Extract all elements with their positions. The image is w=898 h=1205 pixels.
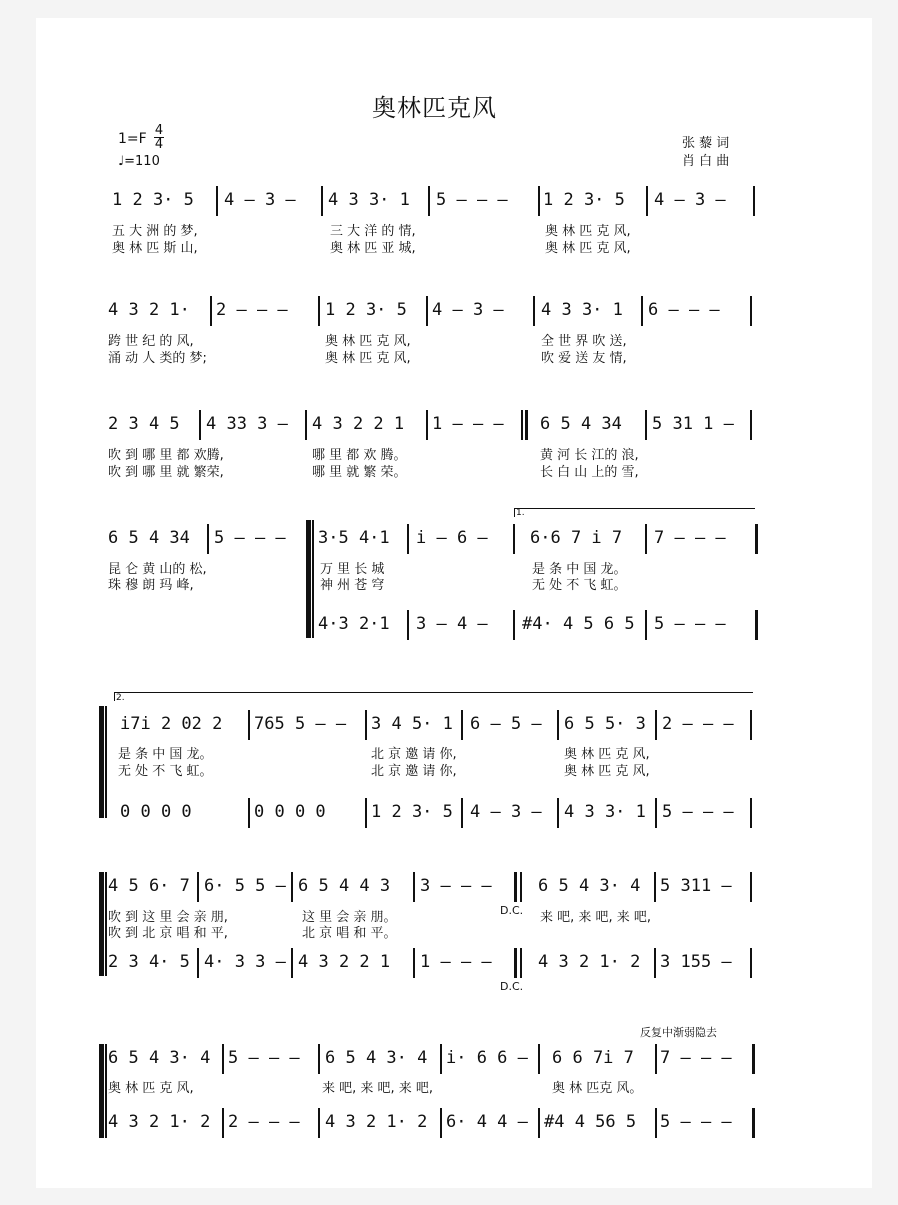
measure-lower: 4 – 3 – bbox=[470, 802, 542, 822]
lyric: 北 京 邀 请 你, bbox=[371, 764, 457, 779]
measure: 1 – – – bbox=[432, 414, 504, 434]
measure: 4 – 3 – bbox=[432, 300, 504, 320]
measure: 2 3 4 5 bbox=[108, 414, 180, 434]
barline bbox=[197, 872, 199, 902]
barline bbox=[216, 186, 218, 216]
measure: 3·5 4·1 bbox=[318, 528, 390, 548]
barline bbox=[365, 710, 367, 740]
barline bbox=[426, 410, 428, 440]
lyric: 奥 林 匹 克 风, bbox=[564, 747, 650, 762]
barline bbox=[750, 710, 752, 740]
barline bbox=[318, 1044, 320, 1074]
barline bbox=[538, 186, 540, 216]
measure-lower: 5 – – – bbox=[660, 1112, 732, 1132]
measure: 1 2 3· 5 bbox=[112, 190, 194, 210]
barline bbox=[538, 1108, 540, 1138]
barline bbox=[750, 872, 752, 902]
barline bbox=[750, 798, 752, 828]
barline bbox=[440, 1108, 442, 1138]
lyric: 昆 仑 黄 山的 松, bbox=[108, 562, 207, 577]
repeat-barline bbox=[514, 948, 517, 978]
measure: 5 – – – bbox=[214, 528, 286, 548]
measure-lower: 2 – – – bbox=[228, 1112, 300, 1132]
barline bbox=[413, 948, 415, 978]
measure: 3 4 5· 1 bbox=[371, 714, 453, 734]
end-repeat-barline bbox=[755, 524, 758, 554]
measure: i – 6 – bbox=[416, 528, 488, 548]
lyric: 涌 动 人 类的 梦; bbox=[108, 351, 207, 366]
song-title: 奥林匹克风 bbox=[372, 94, 497, 122]
repeat-barline bbox=[514, 872, 517, 902]
lyric: 奥 林 匹 克 风, bbox=[564, 764, 650, 779]
measure: 1 2 3· 5 bbox=[543, 190, 625, 210]
barline bbox=[407, 524, 409, 554]
repeat-barline bbox=[520, 948, 522, 978]
lyric: 奥 林 匹 克 风, bbox=[325, 334, 411, 349]
barline bbox=[750, 410, 752, 440]
repeat-barline bbox=[521, 410, 523, 440]
measure-lower: 4 3 3· 1 bbox=[564, 802, 646, 822]
lyric: 万 里 长 城 bbox=[320, 562, 385, 577]
measure: 4 3 3· 1 bbox=[328, 190, 410, 210]
composer-credit: 肖 白 曲 bbox=[682, 154, 730, 169]
lyric: 吹 到 哪 里 都 欢腾, bbox=[108, 448, 224, 463]
barline bbox=[222, 1108, 224, 1138]
lyric: 来 吧, 来 吧, 来 吧, bbox=[540, 910, 652, 925]
measure-lower: 5 – – – bbox=[662, 802, 734, 822]
barline bbox=[365, 798, 367, 828]
measure: 2 – – – bbox=[216, 300, 288, 320]
lyric: 奥 林 匹 斯 山, bbox=[112, 241, 198, 256]
lyric: 无 处 不 飞 虹。 bbox=[532, 578, 627, 593]
measure: 7 – – – bbox=[660, 1048, 732, 1068]
measure: 6 – 5 – bbox=[470, 714, 542, 734]
measure-lower: 1 2 3· 5 bbox=[371, 802, 453, 822]
measure: i7i 2 02 2 bbox=[120, 714, 223, 734]
measure: 6 – – – bbox=[648, 300, 720, 320]
performance-note: 反复中渐弱隐去 bbox=[640, 1026, 717, 1039]
measure: 5 – – – bbox=[436, 190, 508, 210]
barline bbox=[753, 186, 755, 216]
lyric: 北 京 邀 请 你, bbox=[371, 747, 457, 762]
measure: 6 5 4 3· 4 bbox=[108, 1048, 211, 1068]
lyric: 吹 到 这 里 会 亲 朋, bbox=[108, 910, 228, 925]
measure: 6 5 4 34 bbox=[108, 528, 190, 548]
barline bbox=[321, 186, 323, 216]
lyric: 奥 林 匹 克 风, bbox=[108, 1081, 194, 1096]
end-repeat-barline bbox=[752, 1044, 755, 1074]
lyric: 哪 里 都 欢 腾。 bbox=[312, 448, 407, 463]
barline bbox=[655, 1044, 657, 1074]
measure-lower: 3 155 – bbox=[660, 952, 732, 972]
measure: 5 311 – bbox=[660, 876, 732, 896]
measure: 3 – – – bbox=[420, 876, 492, 896]
measure-lower: 4 3 2 1· 2 bbox=[538, 952, 641, 972]
lyric: 黄 河 长 江的 浪, bbox=[540, 448, 639, 463]
barline bbox=[654, 872, 656, 902]
barline bbox=[750, 948, 752, 978]
lyric: 北 京 唱 和 平。 bbox=[302, 926, 397, 941]
volta-bracket bbox=[514, 508, 755, 517]
barline bbox=[646, 186, 648, 216]
measure: 5 – – – bbox=[228, 1048, 300, 1068]
dc-marking: D.C. bbox=[500, 980, 524, 993]
barline bbox=[105, 1044, 107, 1138]
measure: 4 3 3· 1 bbox=[541, 300, 623, 320]
measure-lower: 6· 4 4 – bbox=[446, 1112, 528, 1132]
repeat-barline bbox=[525, 410, 528, 440]
barline bbox=[654, 948, 656, 978]
lyric: 吹 到 北 京 唱 和 平, bbox=[108, 926, 228, 941]
measure: 4 – 3 – bbox=[654, 190, 726, 210]
measure-lower: 4 3 2 1· 2 bbox=[325, 1112, 428, 1132]
measure: i· 6 6 – bbox=[446, 1048, 528, 1068]
measure: 2 – – – bbox=[662, 714, 734, 734]
measure-lower: #4 4 56 5 bbox=[544, 1112, 637, 1132]
repeat-barline bbox=[520, 872, 522, 902]
lyric: 是 条 中 国 龙。 bbox=[118, 747, 213, 762]
barline bbox=[318, 296, 320, 326]
tempo-marking: ♩=110 bbox=[118, 154, 160, 169]
barline bbox=[426, 296, 428, 326]
system-brace bbox=[99, 1044, 104, 1138]
barline bbox=[461, 710, 463, 740]
barline bbox=[428, 186, 430, 216]
measure: 6·6 7 i 7 bbox=[530, 528, 623, 548]
measure: 7 – – – bbox=[654, 528, 726, 548]
measure: 6 5 4 3· 4 bbox=[538, 876, 641, 896]
barline bbox=[210, 296, 212, 326]
measure: 5 31 1 – bbox=[652, 414, 734, 434]
barline bbox=[248, 710, 250, 740]
barline bbox=[305, 410, 307, 440]
barline bbox=[641, 296, 643, 326]
lyric: 吹 爱 送 友 情, bbox=[541, 351, 627, 366]
barline bbox=[750, 296, 752, 326]
barline bbox=[312, 520, 314, 638]
measure: 4 5 6· 7 bbox=[108, 876, 190, 896]
barline bbox=[291, 948, 293, 978]
measure-lower: 0 0 0 0 bbox=[120, 802, 192, 822]
system-brace bbox=[99, 706, 104, 818]
lyric: 吹 到 哪 里 就 繁荣, bbox=[108, 465, 224, 480]
lyric: 长 白 山 上的 雪, bbox=[540, 465, 639, 480]
key-signature: 1=F bbox=[118, 131, 147, 147]
measure: 4 3 2 2 1 bbox=[312, 414, 405, 434]
lyric: 全 世 界 吹 送, bbox=[541, 334, 627, 349]
measure: 6· 5 5 – bbox=[204, 876, 286, 896]
lyric: 这 里 会 亲 朋。 bbox=[302, 910, 397, 925]
measure-lower: 4 3 2 1· 2 bbox=[108, 1112, 211, 1132]
barline bbox=[197, 948, 199, 978]
barline bbox=[645, 410, 647, 440]
lyric: 哪 里 就 繁 荣。 bbox=[312, 465, 407, 480]
time-signature: 4 4 bbox=[154, 123, 164, 152]
measure: 765 5 – – bbox=[254, 714, 347, 734]
measure-lower: 1 – – – bbox=[420, 952, 492, 972]
barline bbox=[222, 1044, 224, 1074]
barline bbox=[440, 1044, 442, 1074]
barline bbox=[645, 524, 647, 554]
barline bbox=[538, 1044, 540, 1074]
end-repeat-barline bbox=[755, 610, 758, 640]
measure-lower: 4·3 2·1 bbox=[318, 614, 390, 634]
measure-lower: 2 3 4· 5 bbox=[108, 952, 190, 972]
lyricist-credit: 张 藜 词 bbox=[682, 136, 730, 151]
barline bbox=[645, 610, 647, 640]
lyric: 奥 林 匹 克 风, bbox=[325, 351, 411, 366]
measure-lower: 4· 3 3 – bbox=[204, 952, 286, 972]
measure-lower: 0 0 0 0 bbox=[254, 802, 326, 822]
measure-lower: #4· 4 5 6 5 bbox=[522, 614, 635, 634]
measure: 4 3 2 1· bbox=[108, 300, 190, 320]
barline bbox=[513, 610, 515, 640]
lyric: 跨 世 纪 的 风, bbox=[108, 334, 194, 349]
lyric: 五 大 洲 的 梦, bbox=[112, 224, 198, 239]
volta-label: 1. bbox=[516, 508, 525, 518]
barline bbox=[655, 798, 657, 828]
barline bbox=[207, 524, 209, 554]
dc-marking: D.C. bbox=[500, 904, 524, 917]
measure-lower: 3 – 4 – bbox=[416, 614, 488, 634]
barline bbox=[105, 706, 107, 818]
barline bbox=[407, 610, 409, 640]
system-brace bbox=[306, 520, 311, 638]
lyric: 奥 林 匹 克 风, bbox=[545, 224, 631, 239]
barline bbox=[557, 798, 559, 828]
volta-bracket bbox=[114, 692, 753, 701]
volta-label: 2. bbox=[116, 693, 125, 703]
end-repeat-barline bbox=[752, 1108, 755, 1138]
lyric: 奥 林 匹 克 风, bbox=[545, 241, 631, 256]
measure: 4 – 3 – bbox=[224, 190, 296, 210]
system-brace bbox=[99, 872, 104, 976]
barline bbox=[513, 524, 515, 554]
measure: 6 5 4 3· 4 bbox=[325, 1048, 428, 1068]
barline bbox=[318, 1108, 320, 1138]
lyric: 奥 林 匹克 风。 bbox=[552, 1081, 643, 1096]
lyric: 无 处 不 飞 虹。 bbox=[118, 764, 213, 779]
measure: 6 5 5· 3 bbox=[564, 714, 646, 734]
barline bbox=[461, 798, 463, 828]
measure: 1 2 3· 5 bbox=[325, 300, 407, 320]
lyric: 珠 穆 朗 玛 峰, bbox=[108, 578, 194, 593]
lyric: 奥 林 匹 亚 城, bbox=[330, 241, 416, 256]
measure-lower: 5 – – – bbox=[654, 614, 726, 634]
barline bbox=[413, 872, 415, 902]
barline bbox=[199, 410, 201, 440]
lyric: 三 大 洋 的 情, bbox=[330, 224, 416, 239]
barline bbox=[105, 872, 107, 976]
measure: 4 33 3 – bbox=[206, 414, 288, 434]
measure-lower: 4 3 2 2 1 bbox=[298, 952, 391, 972]
lyric: 神 州 苍 穹 bbox=[320, 578, 385, 593]
barline bbox=[655, 710, 657, 740]
barline bbox=[291, 872, 293, 902]
barline bbox=[533, 296, 535, 326]
lyric: 来 吧, 来 吧, 来 吧, bbox=[322, 1081, 434, 1096]
barline bbox=[248, 798, 250, 828]
barline bbox=[655, 1108, 657, 1138]
measure: 6 5 4 4 3 bbox=[298, 876, 391, 896]
measure: 6 6 7i 7 bbox=[552, 1048, 634, 1068]
barline bbox=[557, 710, 559, 740]
measure: 6 5 4 34 bbox=[540, 414, 622, 434]
lyric: 是 条 中 国 龙。 bbox=[532, 562, 627, 577]
